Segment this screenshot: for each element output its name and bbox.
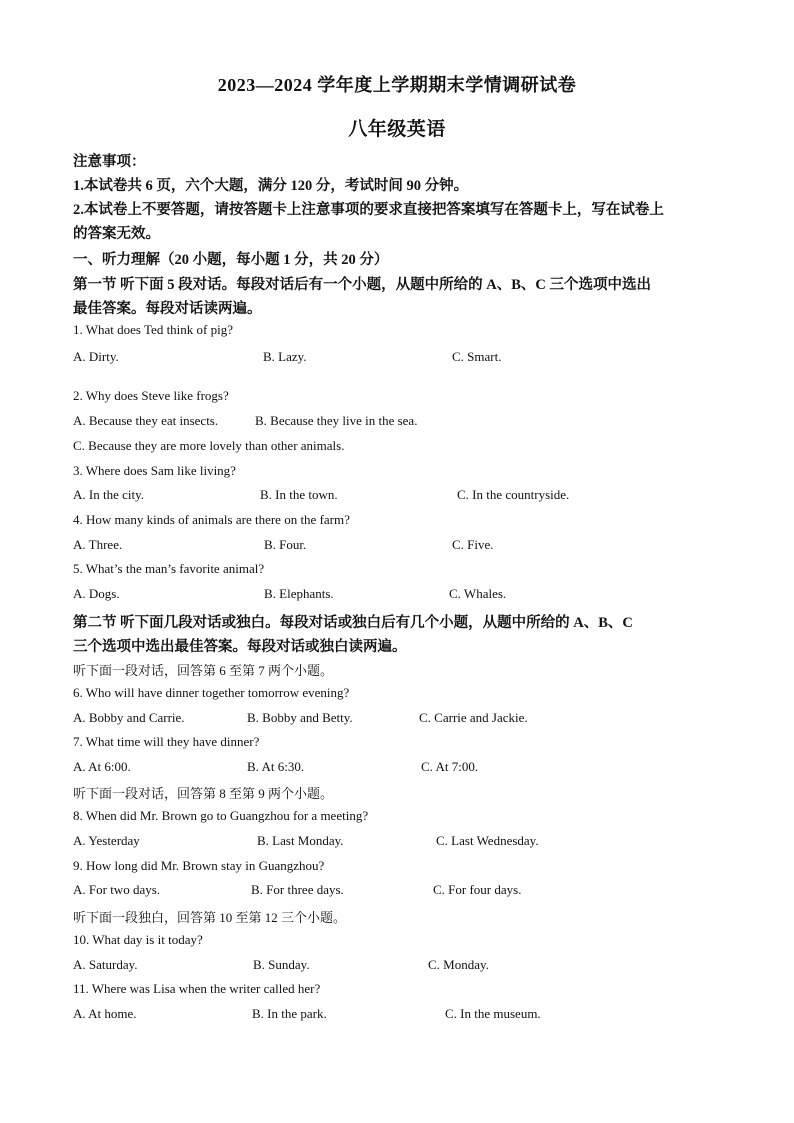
q7-option-a: A. At 6:00. xyxy=(73,759,131,774)
instruction-q6-q7: 听下面一段对话，回答第 6 至第 7 两个小题。 xyxy=(73,663,334,678)
question-11: 11. Where was Lisa when the writer called her? xyxy=(73,981,321,996)
q4-option-a: A. Three. xyxy=(73,537,123,552)
notice-item-2-line-1: 2.本试卷上不要答题，请按答题卡上注意事项的要求直接把答案填写在答题卡上，写在试卷上 xyxy=(73,202,664,218)
question-3: 3. Where does Sam like living? xyxy=(73,463,236,478)
q2-option-b: B. Because they live in the sea. xyxy=(255,413,418,428)
question-2: 2. Why does Steve like frogs? xyxy=(73,388,229,403)
q4-option-c: C. Five. xyxy=(452,537,494,552)
q5-option-b: B. Elephants. xyxy=(264,586,334,601)
q5-option-a: A. Dogs. xyxy=(73,586,120,601)
question-10: 10. What day is it today? xyxy=(73,932,203,947)
q1-option-c: C. Smart. xyxy=(452,349,502,364)
q6-option-b: B. Bobby and Betty. xyxy=(247,710,353,725)
q7-option-c: C. At 7:00. xyxy=(421,759,479,774)
q11-option-a: A. At home. xyxy=(73,1006,137,1021)
q9-option-c: C. For four days. xyxy=(433,882,522,897)
section-1-heading: 一、听力理解（20 小题，每小题 1 分，共 20 分） xyxy=(73,252,389,268)
question-9: 9. How long did Mr. Brown stay in Guangzhou? xyxy=(73,858,325,873)
q10-option-a: A. Saturday. xyxy=(73,957,138,972)
q4-option-b: B. Four. xyxy=(264,537,307,552)
question-6: 6. Who will have dinner together tomorrow evening? xyxy=(73,685,350,700)
q10-option-b: B. Sunday. xyxy=(253,957,310,972)
instruction-q8-q9: 听下面一段对话，回答第 8 至第 9 两个小题。 xyxy=(73,786,334,801)
q3-option-a: A. In the city. xyxy=(73,487,144,502)
question-8: 8. When did Mr. Brown go to Guangzhou for a meeting? xyxy=(73,808,369,823)
q8-option-b: B. Last Monday. xyxy=(257,833,344,848)
question-4: 4. How many kinds of animals are there on the farm? xyxy=(73,512,350,527)
q2-option-c: C. Because they are more lovely than other animals. xyxy=(73,438,345,453)
exam-title: 2023—2024 学年度上学期期末学情调研试卷 xyxy=(217,75,577,95)
q3-option-b: B. In the town. xyxy=(260,487,338,502)
q11-option-b: B. In the park. xyxy=(252,1006,327,1021)
q7-option-b: B. At 6:30. xyxy=(247,759,305,774)
q3-option-c: C. In the countryside. xyxy=(457,487,570,502)
q5-option-c: C. Whales. xyxy=(449,586,507,601)
q11-option-c: C. In the museum. xyxy=(445,1006,541,1021)
q9-option-b: B. For three days. xyxy=(251,882,344,897)
notice-item-2-line-2: 的答案无效。 xyxy=(73,226,160,242)
exam-subtitle: 八年级英语 xyxy=(348,119,446,140)
q2-option-a: A. Because they eat insects. xyxy=(73,413,219,428)
part-1-instruction-line-1: 第一节 听下面 5 段对话。每段对话后有一个小题，从题中所给的 A、B、C 三个选项中选出 xyxy=(73,277,651,293)
question-7: 7. What time will they have dinner? xyxy=(73,734,260,749)
q9-option-a: A. For two days. xyxy=(73,882,161,897)
question-1: 1. What does Ted think of pig? xyxy=(73,322,233,337)
part-1-instruction-line-2: 最佳答案。每段对话读两遍。 xyxy=(73,301,262,317)
part-2-instruction-line-2: 三个选项中选出最佳答案。每段对话或独白读两遍。 xyxy=(73,639,407,655)
q6-option-c: C. Carrie and Jackie. xyxy=(419,710,528,725)
notice-heading: 注意事项： xyxy=(73,154,146,170)
question-5: 5. What’s the man’s favorite animal? xyxy=(73,561,265,576)
q1-option-b: B. Lazy. xyxy=(263,349,307,364)
notice-item-1: 1.本试卷共 6 页，六个大题，满分 120 分，考试时间 90 分钟。 xyxy=(73,178,469,194)
q6-option-a: A. Bobby and Carrie. xyxy=(73,710,185,725)
q1-option-a: A. Dirty. xyxy=(73,349,119,364)
part-2-instruction-line-1: 第二节 听下面几段对话或独白。每段对话或独白后有几个小题，从题中所给的 A、B、C xyxy=(73,615,633,631)
q8-option-a: A. Yesterday xyxy=(73,833,140,848)
instruction-q10-q12: 听下面一段独白，回答第 10 至第 12 三个小题。 xyxy=(73,910,347,925)
q8-option-c: C. Last Wednesday. xyxy=(436,833,539,848)
q10-option-c: C. Monday. xyxy=(428,957,489,972)
